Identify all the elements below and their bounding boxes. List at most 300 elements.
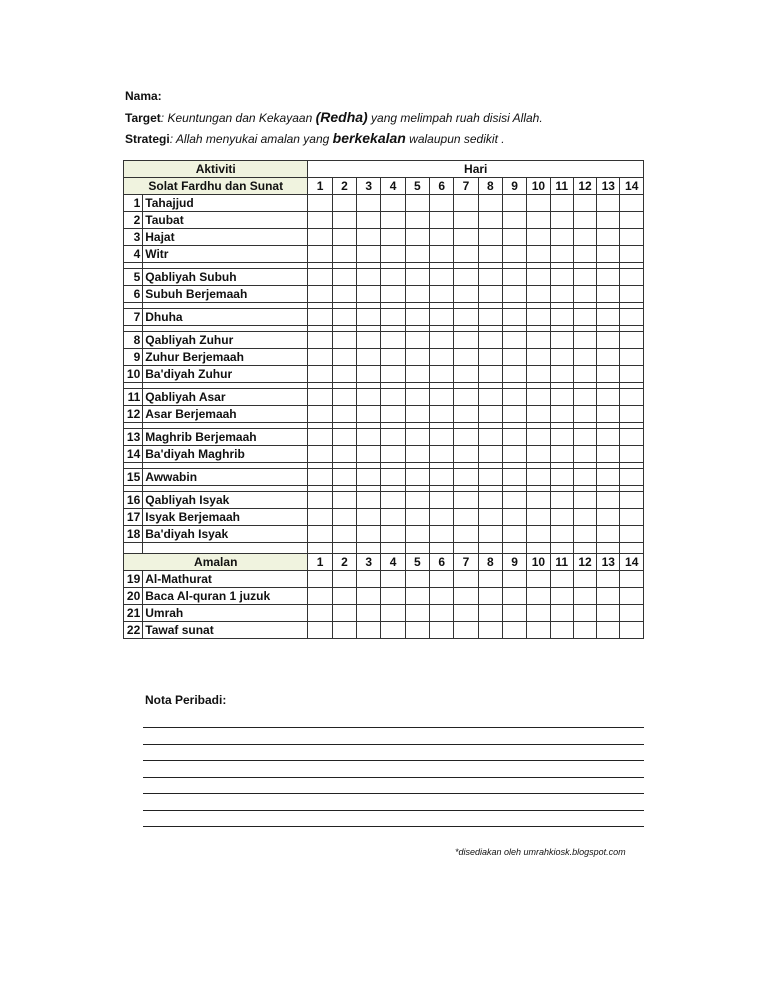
row-12-day-4-checkbox[interactable]: [381, 406, 405, 423]
row-6-day-10-checkbox[interactable]: [527, 286, 550, 303]
row-4-day-13-checkbox[interactable]: [597, 246, 620, 263]
row-18-day-3-checkbox[interactable]: [357, 526, 381, 543]
row-2-day-12-checkbox[interactable]: [573, 212, 596, 229]
row-8-day-2-checkbox[interactable]: [332, 332, 356, 349]
row-17-day-11-checkbox[interactable]: [550, 509, 573, 526]
row-10-day-12-checkbox[interactable]: [573, 366, 596, 383]
row-7-day-13-checkbox[interactable]: [597, 309, 620, 326]
row-2-day-13-checkbox[interactable]: [597, 212, 620, 229]
row-1-day-2-checkbox[interactable]: [332, 195, 356, 212]
row-5-day-7-checkbox[interactable]: [454, 269, 478, 286]
row-13-day-1-checkbox[interactable]: [308, 429, 332, 446]
row-5-day-3-checkbox[interactable]: [357, 269, 381, 286]
row-15-day-13-checkbox[interactable]: [597, 469, 620, 486]
row-16-day-6-checkbox[interactable]: [430, 492, 454, 509]
row-9-day-12-checkbox[interactable]: [573, 349, 596, 366]
row-3-day-10-checkbox[interactable]: [527, 229, 550, 246]
row-18-day-2-checkbox[interactable]: [332, 526, 356, 543]
row-13-day-13-checkbox[interactable]: [597, 429, 620, 446]
row-12-day-14-checkbox[interactable]: [620, 406, 644, 423]
row-5-day-12-checkbox[interactable]: [573, 269, 596, 286]
row-1-day-13-checkbox[interactable]: [597, 195, 620, 212]
row-12-day-2-checkbox[interactable]: [332, 406, 356, 423]
row-14-day-6-checkbox[interactable]: [430, 446, 454, 463]
row-8-day-3-checkbox[interactable]: [357, 332, 381, 349]
row-13-day-7-checkbox[interactable]: [454, 429, 478, 446]
row-20-day-3-checkbox[interactable]: [357, 588, 381, 605]
row-4-day-8-checkbox[interactable]: [478, 246, 502, 263]
row-16-day-12-checkbox[interactable]: [573, 492, 596, 509]
row-7-day-7-checkbox[interactable]: [454, 309, 478, 326]
row-6-day-8-checkbox[interactable]: [478, 286, 502, 303]
row-21-day-12-checkbox[interactable]: [573, 605, 596, 622]
row-19-day-11-checkbox[interactable]: [550, 571, 573, 588]
row-4-day-3-checkbox[interactable]: [357, 246, 381, 263]
note-line[interactable]: [143, 760, 644, 761]
row-12-day-5-checkbox[interactable]: [405, 406, 429, 423]
row-3-day-7-checkbox[interactable]: [454, 229, 478, 246]
row-10-day-5-checkbox[interactable]: [405, 366, 429, 383]
row-6-day-7-checkbox[interactable]: [454, 286, 478, 303]
row-8-day-5-checkbox[interactable]: [405, 332, 429, 349]
row-17-day-7-checkbox[interactable]: [454, 509, 478, 526]
row-17-day-10-checkbox[interactable]: [527, 509, 550, 526]
row-13-day-3-checkbox[interactable]: [357, 429, 381, 446]
row-20-day-14-checkbox[interactable]: [620, 588, 644, 605]
row-17-day-4-checkbox[interactable]: [381, 509, 405, 526]
row-4-day-2-checkbox[interactable]: [332, 246, 356, 263]
row-5-day-4-checkbox[interactable]: [381, 269, 405, 286]
row-15-day-6-checkbox[interactable]: [430, 469, 454, 486]
row-22-day-1-checkbox[interactable]: [308, 622, 332, 639]
row-7-day-14-checkbox[interactable]: [620, 309, 644, 326]
row-18-day-11-checkbox[interactable]: [550, 526, 573, 543]
row-18-day-4-checkbox[interactable]: [381, 526, 405, 543]
row-6-day-11-checkbox[interactable]: [550, 286, 573, 303]
row-5-day-13-checkbox[interactable]: [597, 269, 620, 286]
row-10-day-1-checkbox[interactable]: [308, 366, 332, 383]
row-21-day-13-checkbox[interactable]: [597, 605, 620, 622]
row-7-day-11-checkbox[interactable]: [550, 309, 573, 326]
row-10-day-4-checkbox[interactable]: [381, 366, 405, 383]
row-6-day-14-checkbox[interactable]: [620, 286, 644, 303]
row-10-day-10-checkbox[interactable]: [527, 366, 550, 383]
row-3-day-8-checkbox[interactable]: [478, 229, 502, 246]
row-9-day-9-checkbox[interactable]: [502, 349, 526, 366]
row-21-day-5-checkbox[interactable]: [405, 605, 429, 622]
row-11-day-9-checkbox[interactable]: [502, 389, 526, 406]
row-18-day-5-checkbox[interactable]: [405, 526, 429, 543]
row-12-day-3-checkbox[interactable]: [357, 406, 381, 423]
row-10-day-8-checkbox[interactable]: [478, 366, 502, 383]
row-7-day-12-checkbox[interactable]: [573, 309, 596, 326]
row-22-day-2-checkbox[interactable]: [332, 622, 356, 639]
row-16-day-11-checkbox[interactable]: [550, 492, 573, 509]
row-8-day-1-checkbox[interactable]: [308, 332, 332, 349]
row-1-day-9-checkbox[interactable]: [502, 195, 526, 212]
row-13-day-9-checkbox[interactable]: [502, 429, 526, 446]
row-13-day-10-checkbox[interactable]: [527, 429, 550, 446]
row-3-day-14-checkbox[interactable]: [620, 229, 644, 246]
row-8-day-4-checkbox[interactable]: [381, 332, 405, 349]
row-18-day-7-checkbox[interactable]: [454, 526, 478, 543]
row-14-day-11-checkbox[interactable]: [550, 446, 573, 463]
row-21-day-2-checkbox[interactable]: [332, 605, 356, 622]
row-22-day-8-checkbox[interactable]: [478, 622, 502, 639]
row-6-day-6-checkbox[interactable]: [430, 286, 454, 303]
row-3-day-13-checkbox[interactable]: [597, 229, 620, 246]
row-9-day-10-checkbox[interactable]: [527, 349, 550, 366]
row-3-day-12-checkbox[interactable]: [573, 229, 596, 246]
row-10-day-14-checkbox[interactable]: [620, 366, 644, 383]
row-10-day-3-checkbox[interactable]: [357, 366, 381, 383]
row-18-day-6-checkbox[interactable]: [430, 526, 454, 543]
row-8-day-11-checkbox[interactable]: [550, 332, 573, 349]
row-13-day-6-checkbox[interactable]: [430, 429, 454, 446]
row-1-day-14-checkbox[interactable]: [620, 195, 644, 212]
row-14-day-8-checkbox[interactable]: [478, 446, 502, 463]
row-13-day-4-checkbox[interactable]: [381, 429, 405, 446]
row-16-day-5-checkbox[interactable]: [405, 492, 429, 509]
row-21-day-7-checkbox[interactable]: [454, 605, 478, 622]
row-3-day-5-checkbox[interactable]: [405, 229, 429, 246]
row-10-day-13-checkbox[interactable]: [597, 366, 620, 383]
row-14-day-9-checkbox[interactable]: [502, 446, 526, 463]
row-19-day-14-checkbox[interactable]: [620, 571, 644, 588]
row-10-day-2-checkbox[interactable]: [332, 366, 356, 383]
row-3-day-9-checkbox[interactable]: [502, 229, 526, 246]
row-12-day-1-checkbox[interactable]: [308, 406, 332, 423]
row-20-day-13-checkbox[interactable]: [597, 588, 620, 605]
row-17-day-5-checkbox[interactable]: [405, 509, 429, 526]
row-2-day-10-checkbox[interactable]: [527, 212, 550, 229]
row-12-day-8-checkbox[interactable]: [478, 406, 502, 423]
row-8-day-8-checkbox[interactable]: [478, 332, 502, 349]
row-9-day-1-checkbox[interactable]: [308, 349, 332, 366]
row-11-day-11-checkbox[interactable]: [550, 389, 573, 406]
row-12-day-7-checkbox[interactable]: [454, 406, 478, 423]
row-17-day-9-checkbox[interactable]: [502, 509, 526, 526]
row-2-day-6-checkbox[interactable]: [430, 212, 454, 229]
row-11-day-2-checkbox[interactable]: [332, 389, 356, 406]
row-3-day-1-checkbox[interactable]: [308, 229, 332, 246]
row-9-day-7-checkbox[interactable]: [454, 349, 478, 366]
row-18-day-1-checkbox[interactable]: [308, 526, 332, 543]
row-11-day-3-checkbox[interactable]: [357, 389, 381, 406]
row-18-day-8-checkbox[interactable]: [478, 526, 502, 543]
row-8-day-6-checkbox[interactable]: [430, 332, 454, 349]
row-16-day-13-checkbox[interactable]: [597, 492, 620, 509]
note-line[interactable]: [143, 727, 644, 728]
row-11-day-13-checkbox[interactable]: [597, 389, 620, 406]
row-15-day-9-checkbox[interactable]: [502, 469, 526, 486]
row-7-day-3-checkbox[interactable]: [357, 309, 381, 326]
row-20-day-7-checkbox[interactable]: [454, 588, 478, 605]
row-19-day-9-checkbox[interactable]: [502, 571, 526, 588]
row-4-day-10-checkbox[interactable]: [527, 246, 550, 263]
row-11-day-7-checkbox[interactable]: [454, 389, 478, 406]
row-13-day-14-checkbox[interactable]: [620, 429, 644, 446]
row-21-day-14-checkbox[interactable]: [620, 605, 644, 622]
row-14-day-2-checkbox[interactable]: [332, 446, 356, 463]
row-10-day-6-checkbox[interactable]: [430, 366, 454, 383]
row-11-day-10-checkbox[interactable]: [527, 389, 550, 406]
row-15-day-5-checkbox[interactable]: [405, 469, 429, 486]
row-9-day-3-checkbox[interactable]: [357, 349, 381, 366]
row-14-day-1-checkbox[interactable]: [308, 446, 332, 463]
row-16-day-10-checkbox[interactable]: [527, 492, 550, 509]
row-17-day-2-checkbox[interactable]: [332, 509, 356, 526]
row-1-day-12-checkbox[interactable]: [573, 195, 596, 212]
row-21-day-8-checkbox[interactable]: [478, 605, 502, 622]
row-4-day-9-checkbox[interactable]: [502, 246, 526, 263]
row-20-day-8-checkbox[interactable]: [478, 588, 502, 605]
row-9-day-8-checkbox[interactable]: [478, 349, 502, 366]
row-11-day-6-checkbox[interactable]: [430, 389, 454, 406]
row-1-day-1-checkbox[interactable]: [308, 195, 332, 212]
row-3-day-3-checkbox[interactable]: [357, 229, 381, 246]
row-20-day-6-checkbox[interactable]: [430, 588, 454, 605]
row-12-day-11-checkbox[interactable]: [550, 406, 573, 423]
note-line[interactable]: [143, 777, 644, 778]
row-21-day-10-checkbox[interactable]: [527, 605, 550, 622]
row-21-day-3-checkbox[interactable]: [357, 605, 381, 622]
row-7-day-10-checkbox[interactable]: [527, 309, 550, 326]
row-19-day-3-checkbox[interactable]: [357, 571, 381, 588]
note-line[interactable]: [143, 793, 644, 794]
row-15-day-7-checkbox[interactable]: [454, 469, 478, 486]
row-19-day-13-checkbox[interactable]: [597, 571, 620, 588]
row-15-day-2-checkbox[interactable]: [332, 469, 356, 486]
row-10-day-7-checkbox[interactable]: [454, 366, 478, 383]
row-9-day-11-checkbox[interactable]: [550, 349, 573, 366]
row-3-day-2-checkbox[interactable]: [332, 229, 356, 246]
row-4-day-14-checkbox[interactable]: [620, 246, 644, 263]
row-14-day-14-checkbox[interactable]: [620, 446, 644, 463]
row-22-day-14-checkbox[interactable]: [620, 622, 644, 639]
row-15-day-4-checkbox[interactable]: [381, 469, 405, 486]
row-2-day-4-checkbox[interactable]: [381, 212, 405, 229]
row-4-day-5-checkbox[interactable]: [405, 246, 429, 263]
row-7-day-5-checkbox[interactable]: [405, 309, 429, 326]
row-19-day-10-checkbox[interactable]: [527, 571, 550, 588]
row-16-day-4-checkbox[interactable]: [381, 492, 405, 509]
row-2-day-7-checkbox[interactable]: [454, 212, 478, 229]
row-21-day-4-checkbox[interactable]: [381, 605, 405, 622]
row-12-day-10-checkbox[interactable]: [527, 406, 550, 423]
row-22-day-7-checkbox[interactable]: [454, 622, 478, 639]
row-3-day-11-checkbox[interactable]: [550, 229, 573, 246]
row-13-day-8-checkbox[interactable]: [478, 429, 502, 446]
row-16-day-2-checkbox[interactable]: [332, 492, 356, 509]
row-8-day-12-checkbox[interactable]: [573, 332, 596, 349]
row-11-day-5-checkbox[interactable]: [405, 389, 429, 406]
row-5-day-11-checkbox[interactable]: [550, 269, 573, 286]
row-5-day-9-checkbox[interactable]: [502, 269, 526, 286]
row-22-day-9-checkbox[interactable]: [502, 622, 526, 639]
row-20-day-1-checkbox[interactable]: [308, 588, 332, 605]
row-1-day-10-checkbox[interactable]: [527, 195, 550, 212]
row-16-day-8-checkbox[interactable]: [478, 492, 502, 509]
row-17-day-8-checkbox[interactable]: [478, 509, 502, 526]
row-22-day-6-checkbox[interactable]: [430, 622, 454, 639]
row-14-day-4-checkbox[interactable]: [381, 446, 405, 463]
row-8-day-7-checkbox[interactable]: [454, 332, 478, 349]
row-12-day-13-checkbox[interactable]: [597, 406, 620, 423]
row-8-day-14-checkbox[interactable]: [620, 332, 644, 349]
row-20-day-9-checkbox[interactable]: [502, 588, 526, 605]
row-6-day-5-checkbox[interactable]: [405, 286, 429, 303]
row-7-day-4-checkbox[interactable]: [381, 309, 405, 326]
row-11-day-8-checkbox[interactable]: [478, 389, 502, 406]
row-9-day-14-checkbox[interactable]: [620, 349, 644, 366]
row-4-day-4-checkbox[interactable]: [381, 246, 405, 263]
row-17-day-1-checkbox[interactable]: [308, 509, 332, 526]
row-12-day-12-checkbox[interactable]: [573, 406, 596, 423]
row-22-day-12-checkbox[interactable]: [573, 622, 596, 639]
row-17-day-3-checkbox[interactable]: [357, 509, 381, 526]
row-14-day-5-checkbox[interactable]: [405, 446, 429, 463]
row-2-day-9-checkbox[interactable]: [502, 212, 526, 229]
row-21-day-9-checkbox[interactable]: [502, 605, 526, 622]
row-2-day-3-checkbox[interactable]: [357, 212, 381, 229]
row-7-day-9-checkbox[interactable]: [502, 309, 526, 326]
row-15-day-1-checkbox[interactable]: [308, 469, 332, 486]
row-17-day-6-checkbox[interactable]: [430, 509, 454, 526]
row-8-day-13-checkbox[interactable]: [597, 332, 620, 349]
note-line[interactable]: [143, 744, 644, 745]
note-line[interactable]: [143, 826, 644, 827]
row-20-day-4-checkbox[interactable]: [381, 588, 405, 605]
row-5-day-14-checkbox[interactable]: [620, 269, 644, 286]
row-1-day-11-checkbox[interactable]: [550, 195, 573, 212]
row-15-day-11-checkbox[interactable]: [550, 469, 573, 486]
row-16-day-3-checkbox[interactable]: [357, 492, 381, 509]
row-7-day-1-checkbox[interactable]: [308, 309, 332, 326]
row-4-day-11-checkbox[interactable]: [550, 246, 573, 263]
row-5-day-10-checkbox[interactable]: [527, 269, 550, 286]
row-10-day-9-checkbox[interactable]: [502, 366, 526, 383]
row-3-day-4-checkbox[interactable]: [381, 229, 405, 246]
row-4-day-12-checkbox[interactable]: [573, 246, 596, 263]
row-16-day-1-checkbox[interactable]: [308, 492, 332, 509]
row-6-day-3-checkbox[interactable]: [357, 286, 381, 303]
row-17-day-14-checkbox[interactable]: [620, 509, 644, 526]
row-5-day-8-checkbox[interactable]: [478, 269, 502, 286]
row-6-day-2-checkbox[interactable]: [332, 286, 356, 303]
row-20-day-2-checkbox[interactable]: [332, 588, 356, 605]
row-14-day-10-checkbox[interactable]: [527, 446, 550, 463]
row-19-day-1-checkbox[interactable]: [308, 571, 332, 588]
row-18-day-10-checkbox[interactable]: [527, 526, 550, 543]
row-16-day-7-checkbox[interactable]: [454, 492, 478, 509]
row-18-day-12-checkbox[interactable]: [573, 526, 596, 543]
row-21-day-6-checkbox[interactable]: [430, 605, 454, 622]
row-14-day-13-checkbox[interactable]: [597, 446, 620, 463]
row-17-day-13-checkbox[interactable]: [597, 509, 620, 526]
row-3-day-6-checkbox[interactable]: [430, 229, 454, 246]
row-10-day-11-checkbox[interactable]: [550, 366, 573, 383]
row-13-day-5-checkbox[interactable]: [405, 429, 429, 446]
row-8-day-9-checkbox[interactable]: [502, 332, 526, 349]
row-4-day-1-checkbox[interactable]: [308, 246, 332, 263]
row-22-day-13-checkbox[interactable]: [597, 622, 620, 639]
row-22-day-5-checkbox[interactable]: [405, 622, 429, 639]
row-14-day-3-checkbox[interactable]: [357, 446, 381, 463]
row-7-day-2-checkbox[interactable]: [332, 309, 356, 326]
row-6-day-4-checkbox[interactable]: [381, 286, 405, 303]
row-20-day-10-checkbox[interactable]: [527, 588, 550, 605]
row-12-day-9-checkbox[interactable]: [502, 406, 526, 423]
row-19-day-7-checkbox[interactable]: [454, 571, 478, 588]
row-18-day-9-checkbox[interactable]: [502, 526, 526, 543]
row-21-day-1-checkbox[interactable]: [308, 605, 332, 622]
row-15-day-10-checkbox[interactable]: [527, 469, 550, 486]
row-15-day-14-checkbox[interactable]: [620, 469, 644, 486]
row-13-day-12-checkbox[interactable]: [573, 429, 596, 446]
row-6-day-9-checkbox[interactable]: [502, 286, 526, 303]
row-22-day-10-checkbox[interactable]: [527, 622, 550, 639]
row-5-day-1-checkbox[interactable]: [308, 269, 332, 286]
row-16-day-14-checkbox[interactable]: [620, 492, 644, 509]
row-22-day-4-checkbox[interactable]: [381, 622, 405, 639]
row-2-day-2-checkbox[interactable]: [332, 212, 356, 229]
row-15-day-3-checkbox[interactable]: [357, 469, 381, 486]
row-5-day-6-checkbox[interactable]: [430, 269, 454, 286]
row-9-day-2-checkbox[interactable]: [332, 349, 356, 366]
row-11-day-12-checkbox[interactable]: [573, 389, 596, 406]
row-8-day-10-checkbox[interactable]: [527, 332, 550, 349]
row-1-day-5-checkbox[interactable]: [405, 195, 429, 212]
row-6-day-1-checkbox[interactable]: [308, 286, 332, 303]
row-14-day-7-checkbox[interactable]: [454, 446, 478, 463]
row-2-day-5-checkbox[interactable]: [405, 212, 429, 229]
row-1-day-8-checkbox[interactable]: [478, 195, 502, 212]
row-5-day-5-checkbox[interactable]: [405, 269, 429, 286]
row-1-day-6-checkbox[interactable]: [430, 195, 454, 212]
row-11-day-14-checkbox[interactable]: [620, 389, 644, 406]
row-15-day-8-checkbox[interactable]: [478, 469, 502, 486]
row-19-day-6-checkbox[interactable]: [430, 571, 454, 588]
row-9-day-4-checkbox[interactable]: [381, 349, 405, 366]
row-7-day-8-checkbox[interactable]: [478, 309, 502, 326]
row-9-day-13-checkbox[interactable]: [597, 349, 620, 366]
row-2-day-11-checkbox[interactable]: [550, 212, 573, 229]
row-19-day-12-checkbox[interactable]: [573, 571, 596, 588]
row-1-day-3-checkbox[interactable]: [357, 195, 381, 212]
row-22-day-3-checkbox[interactable]: [357, 622, 381, 639]
row-14-day-12-checkbox[interactable]: [573, 446, 596, 463]
row-2-day-8-checkbox[interactable]: [478, 212, 502, 229]
row-5-day-2-checkbox[interactable]: [332, 269, 356, 286]
row-13-day-2-checkbox[interactable]: [332, 429, 356, 446]
row-9-day-6-checkbox[interactable]: [430, 349, 454, 366]
row-18-day-14-checkbox[interactable]: [620, 526, 644, 543]
row-11-day-4-checkbox[interactable]: [381, 389, 405, 406]
row-20-day-12-checkbox[interactable]: [573, 588, 596, 605]
row-2-day-14-checkbox[interactable]: [620, 212, 644, 229]
row-13-day-11-checkbox[interactable]: [550, 429, 573, 446]
row-9-day-5-checkbox[interactable]: [405, 349, 429, 366]
row-12-day-6-checkbox[interactable]: [430, 406, 454, 423]
row-20-day-5-checkbox[interactable]: [405, 588, 429, 605]
row-2-day-1-checkbox[interactable]: [308, 212, 332, 229]
row-21-day-11-checkbox[interactable]: [550, 605, 573, 622]
row-15-day-12-checkbox[interactable]: [573, 469, 596, 486]
row-16-day-9-checkbox[interactable]: [502, 492, 526, 509]
row-22-day-11-checkbox[interactable]: [550, 622, 573, 639]
row-11-day-1-checkbox[interactable]: [308, 389, 332, 406]
